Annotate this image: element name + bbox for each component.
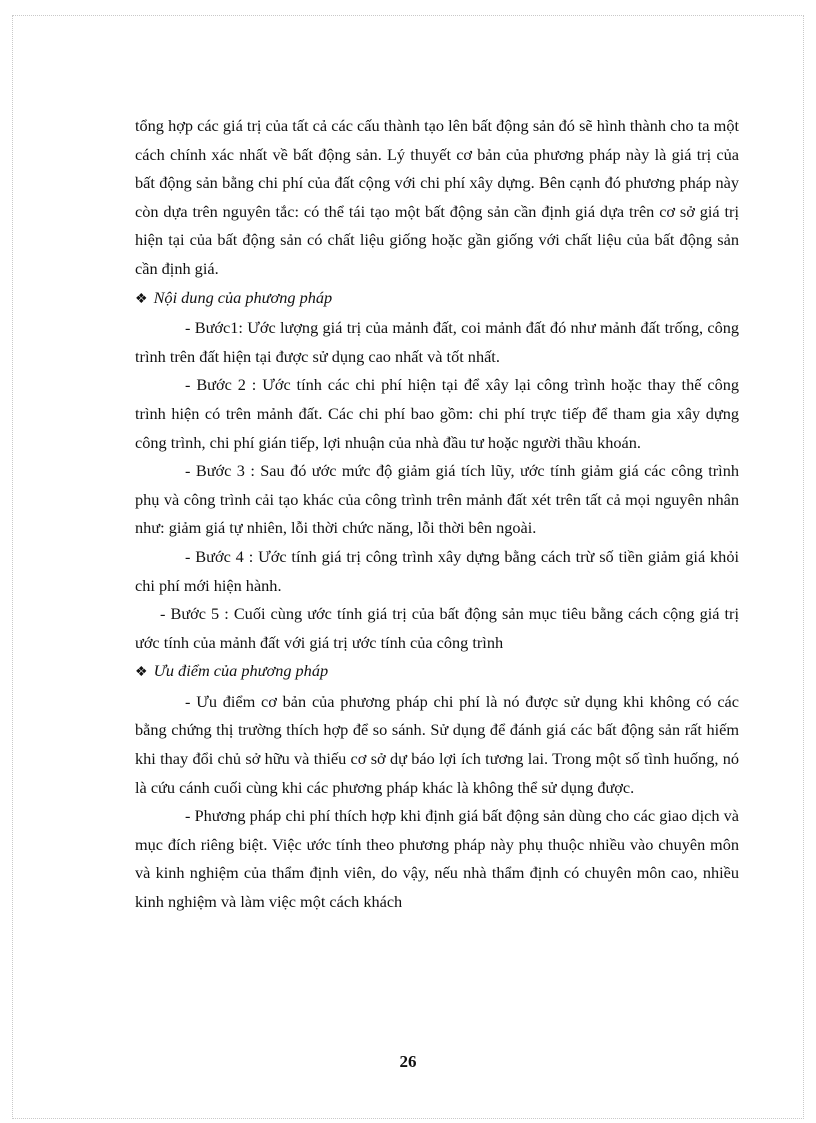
intro-paragraph: tổng hợp các giá trị của tất cả các cấu thành tạo lên bất động sản đó sẽ hình thành cho ta một cách chính xác nhất về bất động sản. Lý thuyết cơ bản của phương pháp này là giá trị của bất động sản bằng chi phí của đất cộng với chi phí xây dựng. Bên cạnh đó phương pháp này còn dựa trên nguyên tắc: có thể tái tạo một bất động sản cần định giá dựa trên cơ sở giá trị hiện tại của bất động sản có chất liệu giống hoặc gần giống với chất liệu của bất động sản cần định giá. <box>135 116 739 278</box>
step-3-paragraph: - Bước 3 : Sau đó ước mức độ giảm giá tích lũy, ước tính giảm giá các công trình phụ và công trình cải tạo khác của công trình trên mảnh đất xét trên tất cả mọi nguyên nhân như: giảm giá tự nhiên, lỗi thời chức năng, lỗi thời bên ngoài. <box>135 461 739 538</box>
step-1-paragraph: - Bước1: Ước lượng giá trị của mảnh đất, coi mảnh đất đó như mảnh đất trống, công trình trên đất hiện tại được sử dụng cao nhất và tốt nhất. <box>135 318 739 366</box>
diamond-bullet-icon: ❖ <box>135 665 148 681</box>
section-heading-content <box>135 284 739 315</box>
document-body <box>135 112 739 917</box>
page-number: 26 <box>399 1052 417 1071</box>
section-heading-advantages <box>135 657 739 688</box>
step-5-paragraph: - Bước 5 : Cuối cùng ước tính giá trị của bất động sản mục tiêu bằng cách cộng giá trị ước tính của mảnh đất với giá trị ước tính của công trình <box>135 604 739 652</box>
step-2-paragraph: - Bước 2 : Ước tính các chi phí hiện tại để xây lại công trình hoặc thay thế công trình hiện có trên mảnh đất. Các chi phí bao gồm: chi phí trực tiếp để tham gia xây dựng công trình, chi phí gián tiếp, lợi nhuận của nhà đầu tư hoặc người thầu khoán. <box>135 375 739 452</box>
heading-text: Nội dung của phương pháp <box>153 287 333 307</box>
heading-text: Ưu điểm của phương pháp <box>153 661 329 681</box>
diamond-bullet-icon: ❖ <box>135 291 148 307</box>
step-4-paragraph: - Bước 4 : Ước tính giá trị công trình xây dựng bằng cách trừ số tiền giảm giá khỏi chi phí mới hiện hành. <box>135 546 739 595</box>
advantage-2-paragraph: - Phương pháp chi phí thích hợp khi định giá bất động sản dùng cho các giao dịch và mục đích riêng biệt. Việc ước tính theo phương pháp này phụ thuộc nhiều vào chuyên môn và kinh nghiệm của thẩm định viên, do vậy, nếu nhà thẩm định có chuyên môn cao, nhiều kinh nghiệm và làm việc một cách khách <box>135 806 739 912</box>
advantage-1-paragraph: - Ưu điểm cơ bản của phương pháp chi phí là nó được sử dụng khi không có các bằng chứng thị trường thích hợp để so sánh. Sử dụng để đánh giá các bất động sản rất hiếm khi thay đổi chủ sở hữu và thiếu cơ sở dự báo lợi ích tương lai. Trong một số tình huống, nó là cứu cánh cuối cùng khi các phương pháp khác là không thể sử dụng được. <box>135 691 739 797</box>
